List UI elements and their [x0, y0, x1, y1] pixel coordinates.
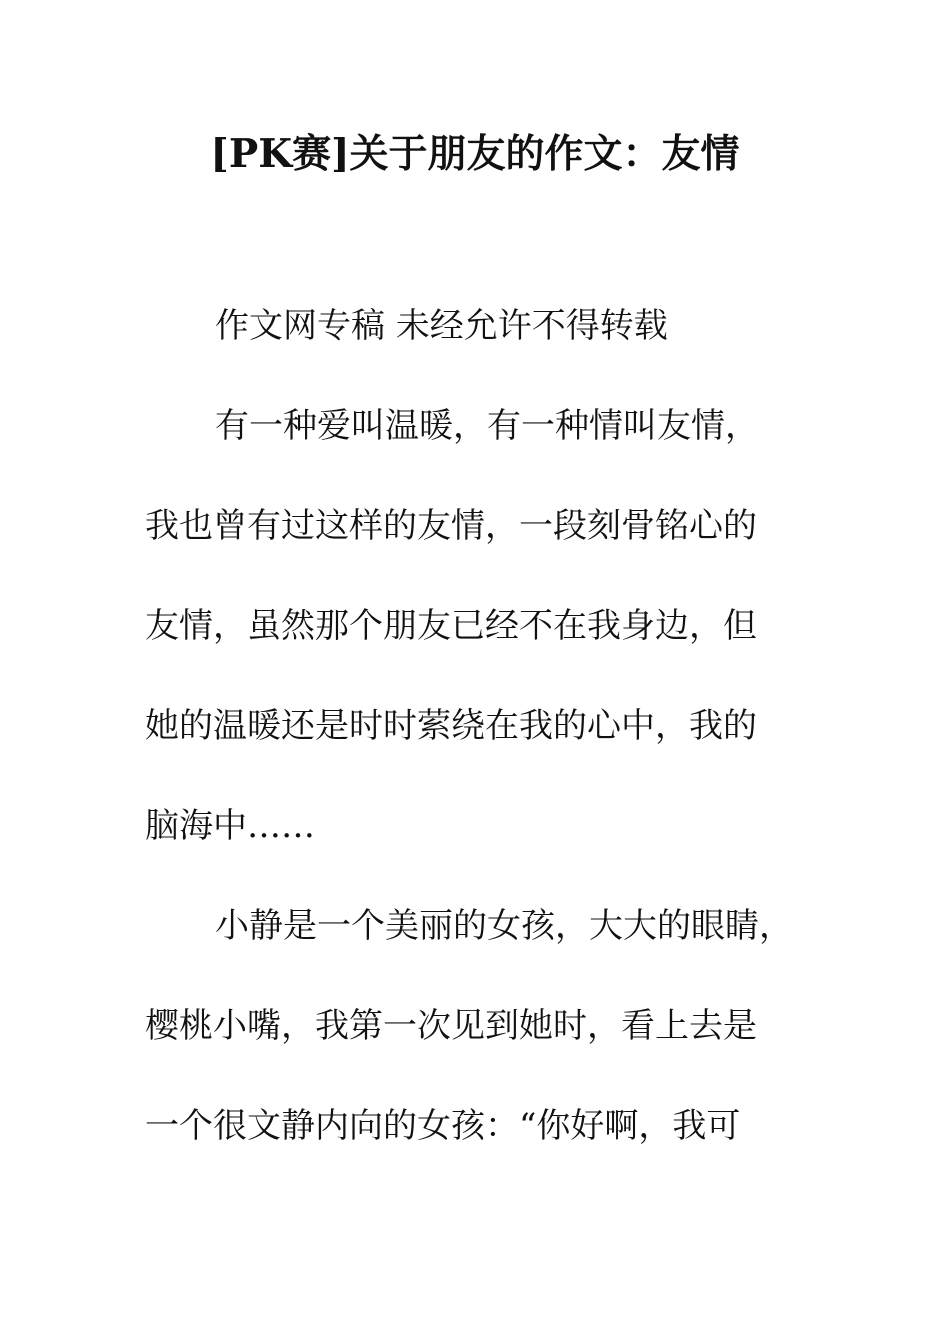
paragraph-line: 我也曾有过这样的友情，一段刻骨铭心的 — [145, 506, 757, 546]
paragraph-line: 友情，虽然那个朋友已经不在我身边，但 — [145, 606, 757, 646]
document-title: [PK赛]关于朋友的作文：友情 — [210, 131, 740, 177]
paragraph-line: 樱桃小嘴，我第一次见到她时，看上去是 — [145, 1006, 757, 1046]
paragraph-line: 脑海中…… — [145, 806, 315, 846]
paragraph-line: 一个很文静内向的女孩：“你好啊，我可 — [145, 1106, 741, 1146]
paragraph-line: 有一种爱叫温暖，有一种情叫友情， — [215, 406, 759, 446]
document-body — [145, 296, 825, 1196]
byline: 作文网专稿 未经允许不得转载 — [215, 306, 668, 346]
paragraph-line: 小静是一个美丽的女孩，大大的眼睛， — [215, 906, 793, 946]
paragraph-line: 她的温暖还是时时萦绕在我的心中，我的 — [145, 706, 757, 746]
